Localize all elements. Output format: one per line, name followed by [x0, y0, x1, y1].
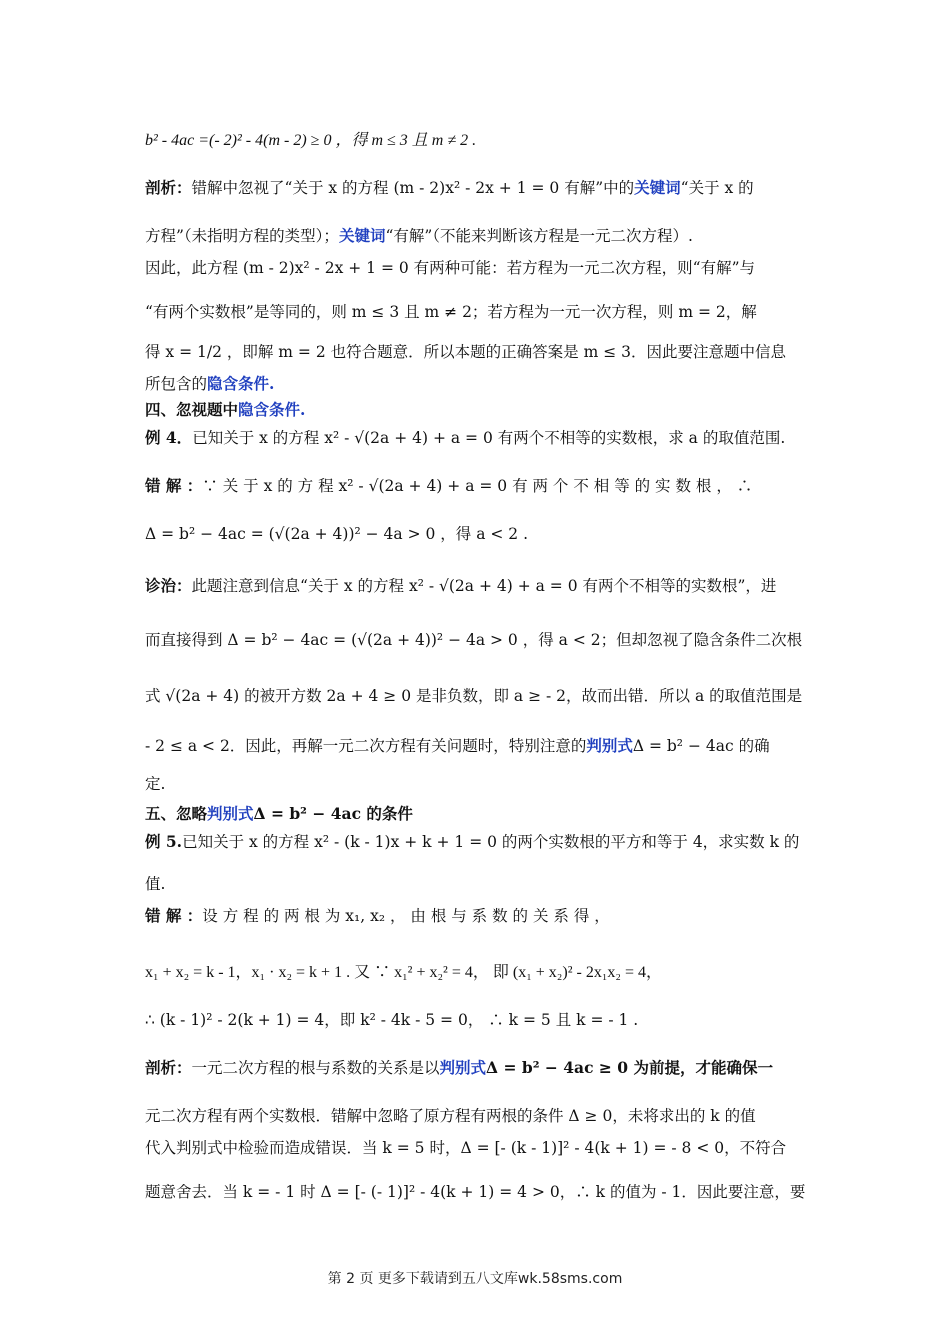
line-10: 错 解 ：∵ 关 于 x 的 方 程 x² - √(2a + 4) + a = 0 有 两 个 不 相 等 的 实 数 根 ， ∴	[145, 476, 753, 495]
hidden-condition-link[interactable]: 隐含条件.	[207, 374, 275, 393]
line-19: 值.	[145, 875, 166, 893]
line-13: 而直接得到 Δ = b² − 4ac = (√(2a + 4))² − 4a > 0 ，得 a < 2；但却忽视了隐含条件二次根	[145, 631, 803, 649]
line-15: - 2 ≤ a < 2．因此，再解一元二次方程有关问题时，特别注意的判别式Δ = b² − 4ac 的确	[145, 736, 770, 755]
discriminant-link[interactable]: 判别式	[207, 804, 254, 823]
line-24: 元二次方程有两个实数根．错解中忽略了原方程有两根的条件 Δ ≥ 0，未将求出的 k 的值	[145, 1107, 756, 1125]
section-4-heading: 四、忽视题中隐含条件.	[145, 400, 306, 419]
line-11: Δ = b² − 4ac = (√(2a + 4))² − 4a > 0 ，得 a < 2 .	[145, 525, 529, 543]
line-14: 式 √(2a + 4) 的被开方数 2a + 4 ≥ 0 是非负数，即 a ≥ - 2，故而出错．所以 a 的取值范围是	[145, 687, 803, 705]
example-5: 例 5.已知关于 x 的方程 x² - (k - 1)x + k + 1 = 0 的两个实数根的平方和等于 4，求实数 k 的	[145, 832, 800, 851]
line-22: ∴ (k - 1)² - 2(k + 1) = 4，即 k² - 4k - 5 = 0， ∴ k = 5 且 k = - 1 .	[145, 1011, 639, 1029]
line-4: 因此，此方程 (m - 2)x² - 2x + 1 = 0 有两种可能：若方程为一元二次方程，则“有解”与	[145, 259, 756, 277]
line-25: 代入判别式中检验而造成错误．当 k = 5 时，Δ = [- (k - 1)]² - 4(k + 1) = - 8 < 0，不符合	[145, 1139, 787, 1157]
line-26: 题意舍去．当 k = - 1 时 Δ = [- (- 1)]² - 4(k + 1) = 4 > 0，∴ k 的值为 - 1．因此要注意，要	[145, 1183, 806, 1201]
discriminant-link[interactable]: 判别式	[586, 736, 633, 755]
line-21: x₁ + x₂ = k - 1，x₁ · x₂ = k + 1 . 又 ∵ x₁² + x₂² = 4， 即 (x₁ + x₂)² - 2x₁x₂ = 4，	[145, 964, 663, 981]
line-2: 剖析：错解中忽视了“关于 x 的方程 (m - 2)x² - 2x + 1 = 0 有解”中的关键词“关于 x 的	[145, 178, 754, 197]
keyword-link[interactable]: 关键词	[634, 178, 681, 197]
line-3: 方程”（未指明方程的类型）；关键词“有解”（不能来判断该方程是一元二次方程）.	[145, 226, 693, 245]
discriminant-link[interactable]: 判别式	[439, 1058, 487, 1077]
line-7: 所包含的隐含条件.	[145, 374, 275, 393]
line-6: 得 x = 1/2 ，即解 m = 2 也符合题意．所以本题的正确答案是 m ≤ 3．因此要注意题中信息	[145, 343, 786, 361]
line-23: 剖析：一元二次方程的根与系数的关系是以判别式Δ = b² − 4ac ≥ 0 为前提，才能确保一	[145, 1058, 773, 1077]
line-16: 定.	[145, 775, 166, 793]
hidden-condition-link[interactable]: 隐含条件.	[238, 400, 306, 419]
line-20: 错 解 ：设 方 程 的 两 根 为 x₁, x₂ ， 由 根 与 系 数 的 关 系 得 ，	[145, 906, 610, 925]
keyword-link[interactable]: 关键词	[338, 226, 386, 245]
line-1: b² - 4ac =(- 2)² - 4(m - 2) ≥ 0 ，得 m ≤ 3 且 m ≠ 2 .	[145, 132, 477, 149]
example-4: 例 4．已知关于 x 的方程 x² - √(2a + 4) + a = 0 有两个不相等的实数根，求 a 的取值范围.	[145, 428, 786, 447]
page-footer: 第 2 页 更多下载请到五八文库wk.58sms.com	[327, 1271, 623, 1287]
section-5-heading: 五、忽略判别式Δ = b² − 4ac 的条件	[145, 804, 413, 823]
line-12: 诊治：此题注意到信息“关于 x 的方程 x² - √(2a + 4) + a = 0 有两个不相等的实数根”，进	[145, 576, 777, 595]
line-5: “有两个实数根”是等同的，则 m ≤ 3 且 m ≠ 2；若方程为一元一次方程，则 m = 2，解	[145, 303, 757, 321]
